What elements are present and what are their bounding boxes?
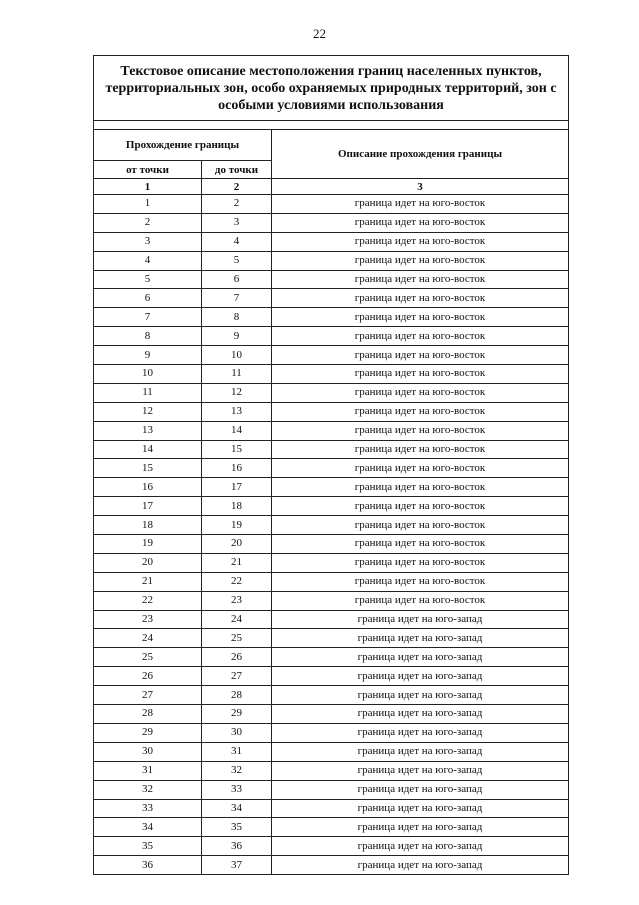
cell-description: граница идет на юго-восток [272, 553, 569, 572]
header-col-1: 1 [94, 179, 202, 195]
cell-description: граница идет на юго-запад [272, 686, 569, 705]
cell-description: граница идет на юго-запад [272, 705, 569, 724]
cell-to-point: 10 [202, 346, 272, 365]
table-row [94, 799, 569, 818]
cell-to-point: 20 [202, 535, 272, 554]
cell-to-point: 3 [202, 213, 272, 232]
cell-from-point: 12 [94, 402, 202, 421]
cell-to-point: 9 [202, 327, 272, 346]
cell-to-point: 27 [202, 667, 272, 686]
cell-from-point: 2 [94, 213, 202, 232]
cell-description: граница идет на юго-восток [272, 421, 569, 440]
table-row [94, 780, 569, 799]
table-row [94, 572, 569, 591]
cell-description: граница идет на юго-запад [272, 818, 569, 837]
cell-description: граница идет на юго-запад [272, 667, 569, 686]
cell-description: граница идет на юго-запад [272, 723, 569, 742]
cell-from-point: 32 [94, 780, 202, 799]
table-row [94, 686, 569, 705]
table-row [94, 516, 569, 535]
table-row [94, 535, 569, 554]
cell-description: граница идет на юго-восток [272, 327, 569, 346]
table-row [94, 610, 569, 629]
header-row-numbers [94, 179, 569, 195]
cell-description: граница идет на юго-запад [272, 742, 569, 761]
table-row [94, 723, 569, 742]
cell-from-point: 1 [94, 195, 202, 214]
boundary-table [93, 55, 569, 875]
cell-to-point: 4 [202, 232, 272, 251]
cell-description: граница идет на юго-восток [272, 289, 569, 308]
cell-from-point: 33 [94, 799, 202, 818]
table-row [94, 497, 569, 516]
cell-from-point: 36 [94, 856, 202, 875]
cell-to-point: 8 [202, 308, 272, 327]
cell-to-point: 32 [202, 761, 272, 780]
table-row [94, 232, 569, 251]
cell-from-point: 24 [94, 629, 202, 648]
cell-to-point: 28 [202, 686, 272, 705]
cell-description: граница идет на юго-запад [272, 648, 569, 667]
cell-from-point: 11 [94, 383, 202, 402]
header-col-3: 3 [272, 179, 569, 195]
cell-description: граница идет на юго-восток [272, 497, 569, 516]
table-row [94, 213, 569, 232]
cell-to-point: 2 [202, 195, 272, 214]
table-row [94, 761, 569, 780]
table-row [94, 553, 569, 572]
table-row [94, 459, 569, 478]
table-row [94, 195, 569, 214]
cell-to-point: 19 [202, 516, 272, 535]
table-row [94, 289, 569, 308]
cell-to-point: 12 [202, 383, 272, 402]
cell-description: граница идет на юго-восток [272, 232, 569, 251]
cell-description: граница идет на юго-восток [272, 572, 569, 591]
table-row [94, 421, 569, 440]
cell-from-point: 25 [94, 648, 202, 667]
table-row [94, 251, 569, 270]
cell-to-point: 7 [202, 289, 272, 308]
cell-from-point: 5 [94, 270, 202, 289]
cell-from-point: 13 [94, 421, 202, 440]
cell-description: граница идет на юго-восток [272, 591, 569, 610]
cell-to-point: 30 [202, 723, 272, 742]
cell-from-point: 6 [94, 289, 202, 308]
table-row [94, 478, 569, 497]
title-row [94, 56, 569, 121]
cell-to-point: 11 [202, 365, 272, 384]
cell-from-point: 4 [94, 251, 202, 270]
cell-from-point: 31 [94, 761, 202, 780]
cell-description: граница идет на юго-запад [272, 761, 569, 780]
cell-from-point: 26 [94, 667, 202, 686]
table-row [94, 440, 569, 459]
cell-from-point: 30 [94, 742, 202, 761]
cell-description: граница идет на юго-восток [272, 478, 569, 497]
cell-description: граница идет на юго-восток [272, 402, 569, 421]
cell-from-point: 19 [94, 535, 202, 554]
spacer-cell [94, 121, 569, 130]
cell-from-point: 23 [94, 610, 202, 629]
table-row [94, 365, 569, 384]
cell-description: граница идет на юго-восток [272, 516, 569, 535]
cell-to-point: 17 [202, 478, 272, 497]
cell-description: граница идет на юго-восток [272, 251, 569, 270]
table-row [94, 270, 569, 289]
cell-to-point: 6 [202, 270, 272, 289]
cell-from-point: 34 [94, 818, 202, 837]
cell-to-point: 18 [202, 497, 272, 516]
cell-description: граница идет на юго-восток [272, 459, 569, 478]
header-row-group [94, 130, 569, 161]
table-row [94, 856, 569, 875]
cell-from-point: 14 [94, 440, 202, 459]
header-col-2: 2 [202, 179, 272, 195]
cell-description: граница идет на юго-восток [272, 535, 569, 554]
cell-to-point: 34 [202, 799, 272, 818]
cell-from-point: 18 [94, 516, 202, 535]
cell-description: граница идет на юго-запад [272, 610, 569, 629]
cell-description: граница идет на юго-запад [272, 856, 569, 875]
table-row [94, 402, 569, 421]
cell-description: граница идет на юго-восток [272, 308, 569, 327]
cell-to-point: 31 [202, 742, 272, 761]
table-row [94, 327, 569, 346]
table-row [94, 383, 569, 402]
cell-description: граница идет на юго-восток [272, 383, 569, 402]
table-row [94, 818, 569, 837]
table-row [94, 308, 569, 327]
cell-from-point: 16 [94, 478, 202, 497]
cell-description: граница идет на юго-восток [272, 195, 569, 214]
cell-from-point: 7 [94, 308, 202, 327]
cell-from-point: 8 [94, 327, 202, 346]
table-row [94, 648, 569, 667]
cell-from-point: 29 [94, 723, 202, 742]
cell-to-point: 33 [202, 780, 272, 799]
cell-from-point: 20 [94, 553, 202, 572]
cell-description: граница идет на юго-восток [272, 213, 569, 232]
cell-from-point: 15 [94, 459, 202, 478]
cell-to-point: 21 [202, 553, 272, 572]
cell-description: граница идет на юго-восток [272, 270, 569, 289]
table-row [94, 837, 569, 856]
cell-description: граница идет на юго-запад [272, 799, 569, 818]
table-row [94, 705, 569, 724]
table-row [94, 667, 569, 686]
header-passage: Прохождение границы [94, 130, 272, 161]
header-to-point: до точки [202, 161, 272, 179]
header-description: Описание прохождения границы [272, 130, 569, 179]
table-row [94, 742, 569, 761]
cell-to-point: 35 [202, 818, 272, 837]
cell-from-point: 17 [94, 497, 202, 516]
cell-from-point: 10 [94, 365, 202, 384]
cell-to-point: 16 [202, 459, 272, 478]
cell-from-point: 28 [94, 705, 202, 724]
cell-to-point: 24 [202, 610, 272, 629]
cell-description: граница идет на юго-восток [272, 440, 569, 459]
cell-to-point: 14 [202, 421, 272, 440]
cell-from-point: 9 [94, 346, 202, 365]
table-row [94, 629, 569, 648]
cell-to-point: 5 [202, 251, 272, 270]
cell-description: граница идет на юго-восток [272, 346, 569, 365]
cell-to-point: 22 [202, 572, 272, 591]
header-from-point: от точки [94, 161, 202, 179]
cell-to-point: 29 [202, 705, 272, 724]
spacer-row [94, 121, 569, 130]
cell-description: граница идет на юго-запад [272, 780, 569, 799]
cell-to-point: 25 [202, 629, 272, 648]
cell-to-point: 15 [202, 440, 272, 459]
cell-from-point: 35 [94, 837, 202, 856]
cell-description: граница идет на юго-запад [272, 629, 569, 648]
table-title: Текстовое описание местоположения границ населенных пунктов, территориальных зон, особо охраняемых природных территорий, зон с особыми условиями использования [94, 56, 569, 121]
cell-to-point: 37 [202, 856, 272, 875]
cell-to-point: 23 [202, 591, 272, 610]
cell-description: граница идет на юго-восток [272, 365, 569, 384]
cell-from-point: 21 [94, 572, 202, 591]
page-number: 22 [313, 26, 326, 41]
cell-to-point: 13 [202, 402, 272, 421]
cell-from-point: 22 [94, 591, 202, 610]
cell-from-point: 3 [94, 232, 202, 251]
cell-from-point: 27 [94, 686, 202, 705]
cell-to-point: 36 [202, 837, 272, 856]
table-row [94, 346, 569, 365]
table-row [94, 591, 569, 610]
cell-description: граница идет на юго-запад [272, 837, 569, 856]
cell-to-point: 26 [202, 648, 272, 667]
